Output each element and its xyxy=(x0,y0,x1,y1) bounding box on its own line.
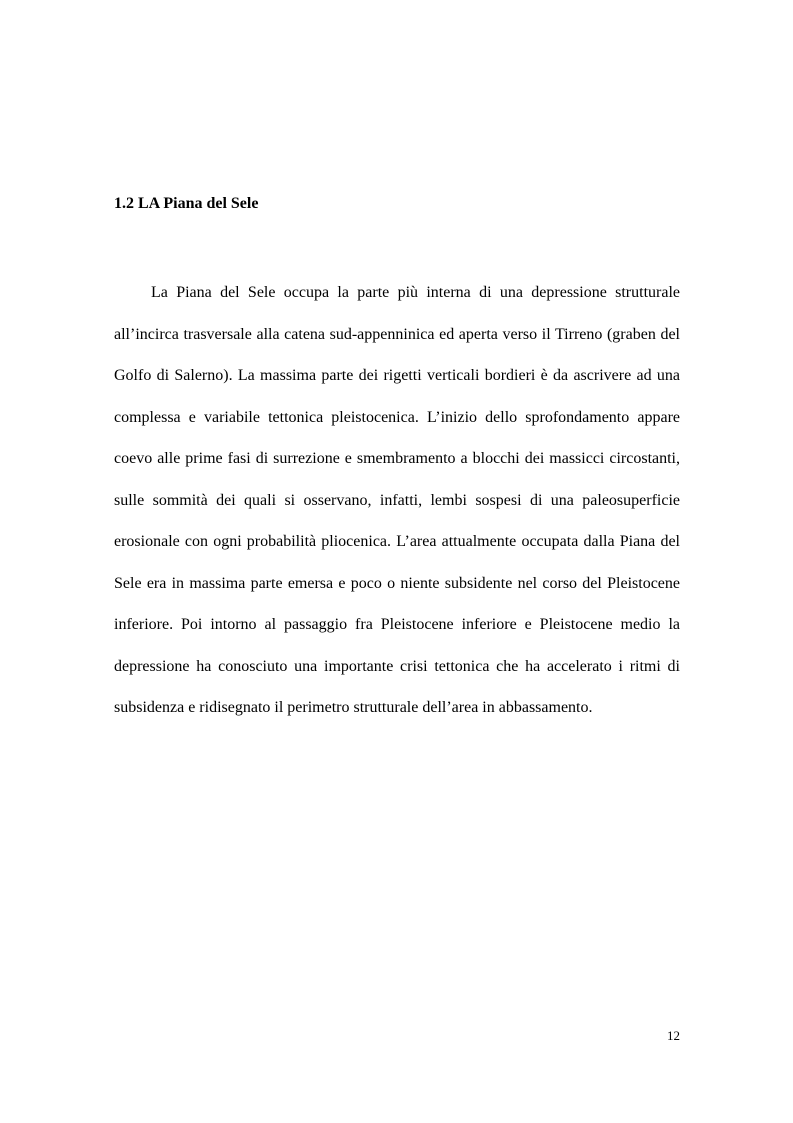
body-paragraph: La Piana del Sele occupa la parte più interna di una depressione strutturale all’incirca trasversale alla catena sud-appenninica ed aperta verso il Tirreno (graben del Golfo di Salerno). La massima parte dei rigetti verticali bordieri è da ascrivere ad una complessa e variabile tettonica pleistocenica. L’inizio dello sprofondamento appare coevo alle prime fasi di surrezione e smembramento a blocchi dei massicci circostanti, sulle sommità dei quali si osservano, infatti, lembi sospesi di una paleosuperficie erosionale con ogni probabilità pliocenica. L’area attualmente occupata dalla Piana del Sele era in massima parte emersa e poco o niente subsidente nel corso del Pleistocene inferiore. Poi intorno al passaggio fra Pleistocene inferiore e Pleistocene medio la depressione ha conosciuto una importante crisi tettonica che ha accelerato i ritmi di subsidenza e ridisegnato il perimetro strutturale dell’area in abbassamento. xyxy=(114,284,680,716)
section-heading: 1.2 LA Piana del Sele xyxy=(114,195,259,212)
page-number: 12 xyxy=(667,1028,680,1043)
